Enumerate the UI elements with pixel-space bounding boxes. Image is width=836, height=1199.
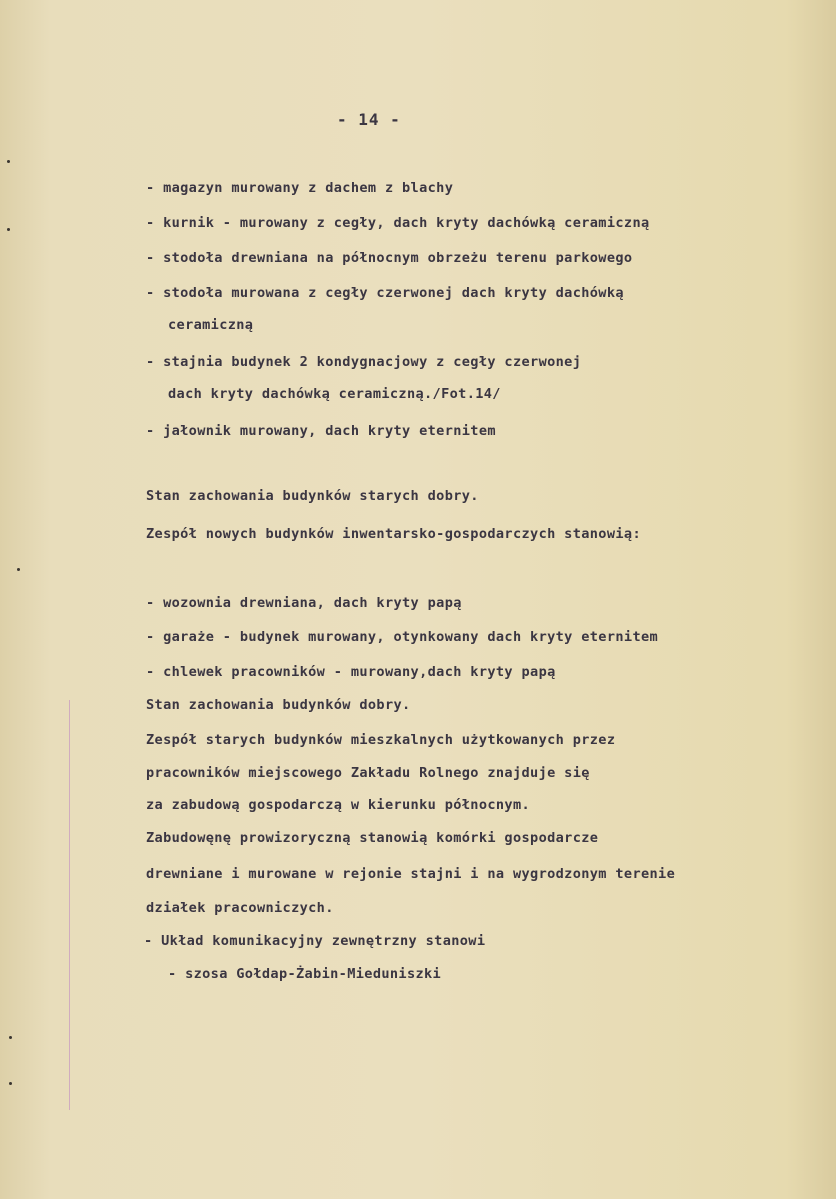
text-line: Zabudowęnę prowizoryczną stanowią komórki gospodarcze <box>146 830 599 846</box>
text-line: Stan zachowania budynków dobry. <box>146 697 411 713</box>
punch-mark <box>7 160 10 163</box>
text-line: dach kryty dachówką ceramiczną./Fot.14/ <box>168 386 501 402</box>
text-line: pracowników miejscowego Zakładu Rolnego znajduje się <box>146 765 590 781</box>
punch-mark <box>9 1036 12 1039</box>
punch-mark <box>9 1082 12 1085</box>
text-line: - jałownik murowany, dach kryty eternitem <box>146 423 496 439</box>
text-line: ceramiczną <box>168 317 254 333</box>
text-line: za zabudową gospodarczą w kierunku północnym. <box>146 797 531 813</box>
text-line: - stodoła drewniana na północnym obrzeżu terenu parkowego <box>146 250 633 266</box>
text-line: - Układ komunikacyjny zewnętrzny stanowi <box>144 933 486 949</box>
text-line: Zespół starych budynków mieszkalnych użytkowanych przez <box>146 732 616 748</box>
page-number: - 14 - <box>337 110 401 129</box>
punch-mark <box>7 228 10 231</box>
margin-line <box>69 700 70 1110</box>
text-line: drewniane i murowane w rejonie stajni i na wygrodzonym terenie <box>146 866 676 882</box>
text-line: Stan zachowania budynków starych dobry. <box>146 488 479 504</box>
text-line: Zespół nowych budynków inwentarsko-gospodarczych stanowią: <box>146 526 641 542</box>
text-line: - magazyn murowany z dachem z blachy <box>146 180 454 196</box>
text-line: - chlewek pracowników - murowany,dach kryty papą <box>146 664 556 680</box>
text-line: - garaże - budynek murowany, otynkowany dach kryty eternitem <box>146 629 659 645</box>
text-line: - szosa Gołdap-Żabin-Mieduniszki <box>168 966 442 982</box>
text-line: - stodoła murowana z cegły czerwonej dach kryty dachówką <box>146 285 624 301</box>
text-line: działek pracowniczych. <box>146 900 334 916</box>
text-line: - stajnia budynek 2 kondygnacjowy z cegły czerwonej <box>146 354 582 370</box>
text-line: - kurnik - murowany z cegły, dach kryty dachówką ceramiczną <box>146 215 650 231</box>
text-line: - wozownia drewniana, dach kryty papą <box>146 595 462 611</box>
punch-mark <box>17 568 20 571</box>
